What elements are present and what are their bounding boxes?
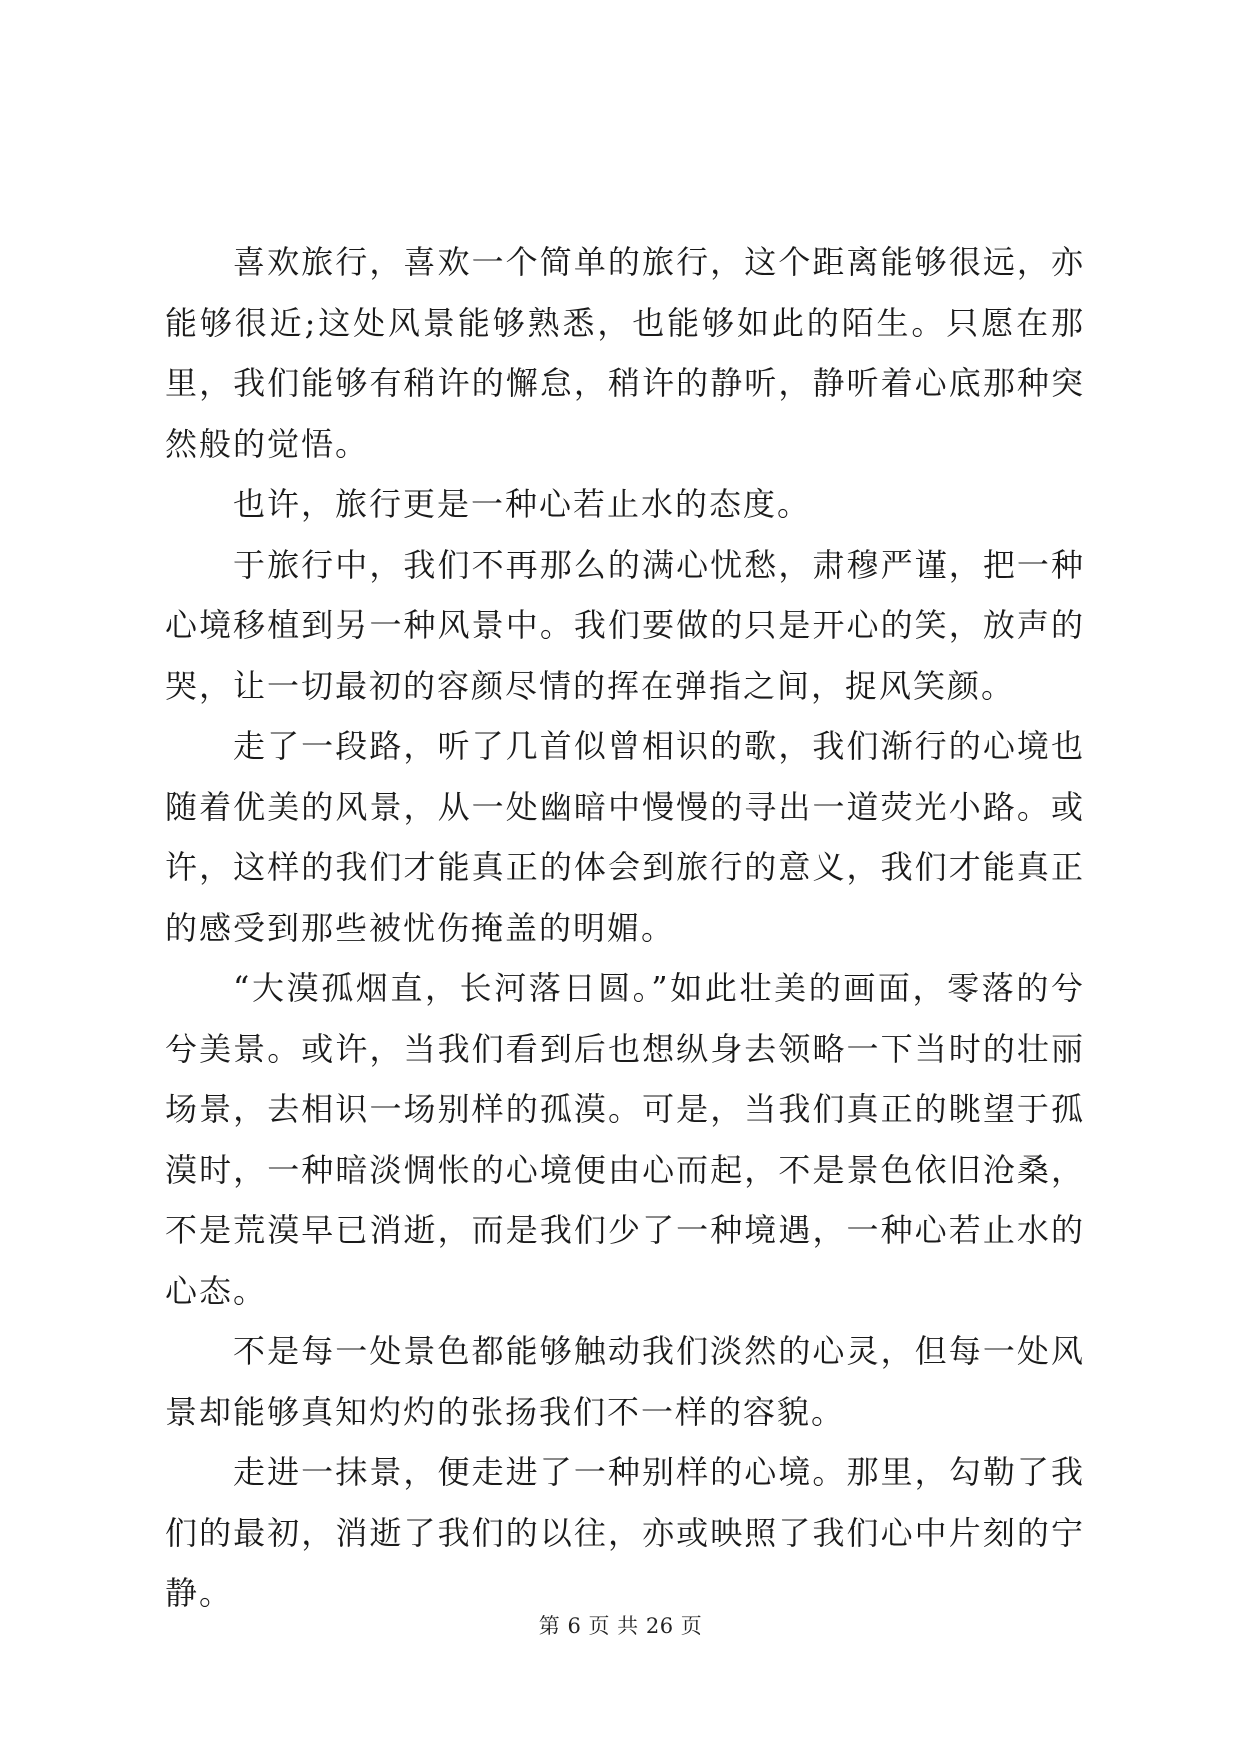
paragraph-5: “大漠孤烟直，长河落日圆。”如此壮美的画面，零落的兮兮美景。或许，当我们看到后也想纵身去领略一下当时的壮丽场景，去相识一场别样的孤漠。可是，当我们真正的眺望于孤漠时，一种暗淡惆怅的心境便由心而起，不是景色依旧沧桑，不是荒漠早已消逝，而是我们少了一种境遇，一种心若止水的心态。 (165, 969, 1085, 1310)
paragraph-7: 走进一抹景，便走进了一种别样的心境。那里，勾勒了我们的最初，消逝了我们的以往，亦或映照了我们心中片刻的宁静。 (165, 1453, 1085, 1612)
paragraph-1: 喜欢旅行，喜欢一个简单的旅行，这个距离能够很远，亦能够很近;这处风景能够熟悉，也能够如此的陌生。只愿在那里，我们能够有稍许的懈怠，稍许的静听，静听着心底那种突然般的觉悟。 (165, 243, 1085, 463)
paragraph-4: 走了一段路，听了几首似曾相识的歌，我们渐行的心境也随着优美的风景，从一处幽暗中慢慢的寻出一道荧光小路。或许，这样的我们才能真正的体会到旅行的意义，我们才能真正的感受到那些被忧伤掩盖的明媚。 (165, 727, 1085, 947)
paragraph-2: 也许，旅行更是一种心若止水的态度。 (233, 485, 812, 523)
page-footer: 第 6 页 共 26 页 (538, 1614, 703, 1638)
paragraph-3: 于旅行中，我们不再那么的满心忧愁，肃穆严谨，把一种心境移植到另一种风景中。我们要做的只是开心的笑，放声的哭，让一切最初的容颜尽情的挥在弹指之间，捉风笑颜。 (165, 545, 1085, 705)
paragraph-6: 不是每一处景色都能够触动我们淡然的心灵，但每一处风景却能够真知灼灼的张扬我们不一样的容貌。 (165, 1332, 1085, 1431)
document-body (165, 232, 1085, 1624)
